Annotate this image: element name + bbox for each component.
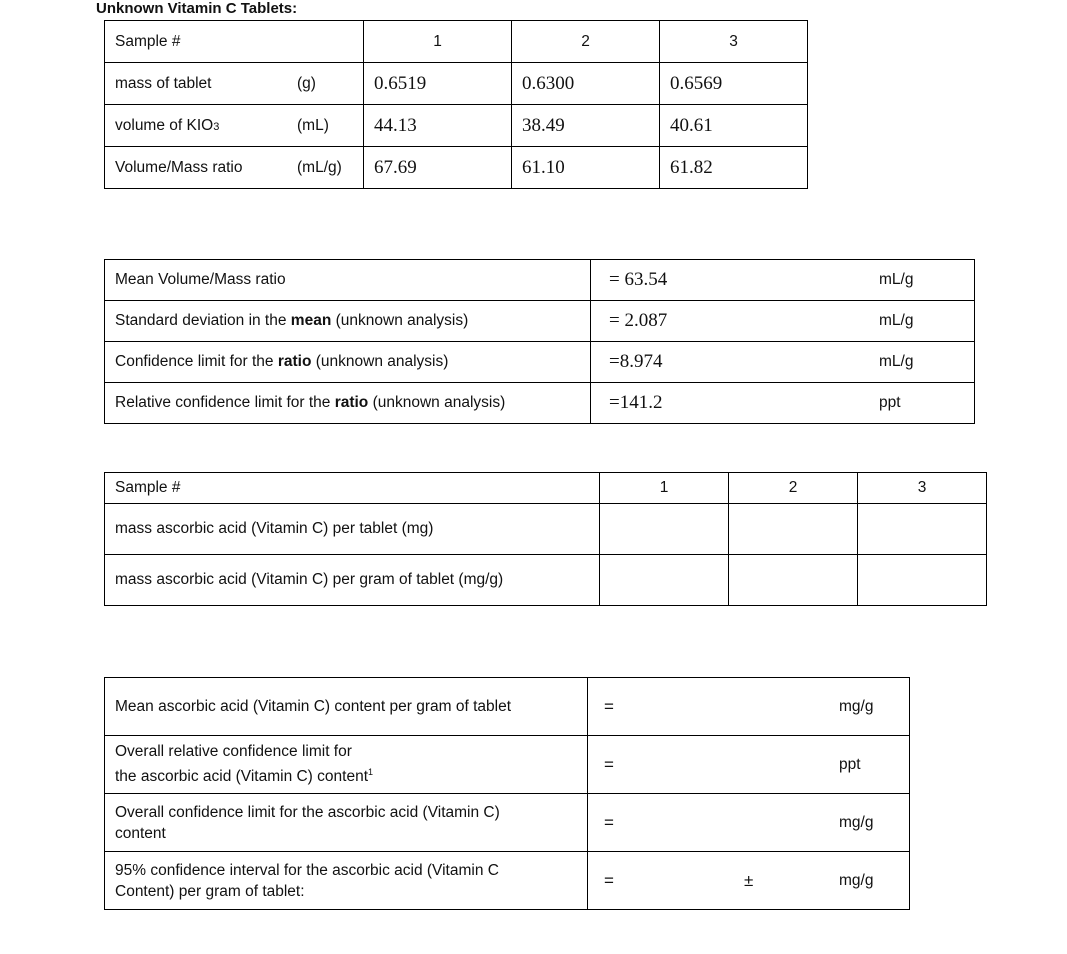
table-row: [105, 342, 975, 383]
label-text: Relative confidence limit for the: [115, 394, 335, 411]
header-label: Sample #: [105, 473, 600, 504]
row-unit: mL/g: [879, 301, 975, 342]
plus-minus: [744, 794, 839, 852]
row-label-pre: volume of KIO: [115, 116, 214, 134]
table-row: [105, 105, 808, 147]
row-label: [105, 105, 364, 147]
table-row: [105, 504, 987, 555]
table-row: [105, 794, 910, 852]
row-label: [105, 342, 591, 383]
label-text: (unknown analysis): [368, 394, 506, 411]
row-label-text: mass of tablet: [115, 74, 212, 92]
equals-sign: =: [588, 794, 745, 852]
label-line-1: Mean ascorbic acid (Vitamin C) content per gram of tablet: [115, 698, 512, 715]
equals-sign: =: [588, 678, 745, 736]
cell-value: 44.13: [364, 105, 512, 147]
label-line-1: 95% confidence interval for the ascorbic acid (Vitamin C: [115, 861, 499, 879]
cell-value: 38.49: [512, 105, 660, 147]
label-line-2-wrap: [115, 762, 587, 787]
ratio-statistics-table: [104, 259, 975, 424]
row-value: =8.974: [591, 342, 880, 383]
row-label: [105, 63, 364, 105]
label-line-2: the ascorbic acid (Vitamin C) content: [115, 768, 368, 786]
header-col-1: 1: [364, 21, 512, 63]
label-line-2: Content) per gram of tablet:: [115, 882, 305, 900]
empty-cell: [729, 555, 858, 606]
empty-cell: [600, 504, 729, 555]
row-unit: (mL): [297, 116, 329, 134]
table-row: [105, 260, 975, 301]
cell-value: 40.61: [660, 105, 808, 147]
header-col-2: 2: [512, 21, 660, 63]
table-row: [105, 678, 910, 736]
row-label: [105, 678, 588, 736]
label-text: Mean Volume/Mass ratio: [115, 271, 286, 288]
row-unit: (mL/g): [297, 158, 342, 176]
label-bold: ratio: [334, 394, 369, 411]
row-value: = 63.54: [591, 260, 880, 301]
table-header-row: [105, 473, 987, 504]
header-col-1: 1: [600, 473, 729, 504]
header-col-2: 2: [729, 473, 858, 504]
cell-value: 0.6519: [364, 63, 512, 105]
header-col-3: 3: [660, 21, 808, 63]
row-label: mass ascorbic acid (Vitamin C) per tablet (mg): [105, 504, 600, 555]
table-row: [105, 852, 910, 910]
label-text: (unknown analysis): [311, 353, 449, 370]
plus-minus: [744, 678, 839, 736]
empty-cell: [858, 504, 987, 555]
table-row: [105, 555, 987, 606]
table-row: [105, 383, 975, 424]
header-col-3: 3: [858, 473, 987, 504]
empty-cell: [729, 504, 858, 555]
label-text: Standard deviation in the: [115, 312, 291, 329]
row-unit: (g): [297, 74, 316, 92]
ascorbic-acid-sample-table: [104, 472, 987, 606]
vitamin-c-content-summary-table: [104, 677, 910, 910]
row-label-sub: 3: [213, 120, 220, 133]
footnote-marker: 1: [368, 767, 374, 778]
row-label: [105, 794, 588, 852]
cell-value: 0.6569: [660, 63, 808, 105]
table-row: [105, 301, 975, 342]
equals-sign: =: [588, 852, 745, 910]
row-label: [105, 736, 588, 794]
row-unit: mg/g: [839, 794, 910, 852]
row-label-text: Volume/Mass ratio: [115, 158, 243, 176]
label-text: (unknown analysis): [331, 312, 469, 329]
label-bold: ratio: [277, 353, 312, 370]
row-label: [105, 301, 591, 342]
label-text: Confidence limit for the: [115, 353, 278, 370]
row-label-text: [115, 117, 297, 135]
header-label: Sample #: [105, 21, 364, 63]
row-unit: ppt: [879, 383, 975, 424]
page-title: Unknown Vitamin C Tablets:: [96, 0, 298, 17]
row-value: = 2.087: [591, 301, 880, 342]
equals-sign: =: [588, 736, 745, 794]
plus-minus: ±: [744, 852, 839, 910]
cell-value: 67.69: [364, 147, 512, 189]
table-row: [105, 63, 808, 105]
row-label: [105, 852, 588, 910]
plus-minus: [744, 736, 839, 794]
row-unit: mg/g: [839, 678, 910, 736]
cell-value: 0.6300: [512, 63, 660, 105]
table-header-row: [105, 21, 808, 63]
label-line-1: Overall confidence limit for the ascorbic acid (Vitamin C): [115, 803, 500, 821]
table-row: [105, 736, 910, 794]
row-label: [105, 260, 591, 301]
row-unit: mg/g: [839, 852, 910, 910]
row-label: [105, 383, 591, 424]
empty-cell: [858, 555, 987, 606]
row-unit: mL/g: [879, 342, 975, 383]
table-row: [105, 147, 808, 189]
cell-value: 61.10: [512, 147, 660, 189]
label-line-2: content: [115, 824, 166, 842]
tablet-data-table: [104, 20, 808, 189]
row-label: [105, 147, 364, 189]
row-label: mass ascorbic acid (Vitamin C) per gram of tablet (mg/g): [105, 555, 600, 606]
label-line-1: Overall relative confidence limit for: [115, 743, 352, 761]
empty-cell: [600, 555, 729, 606]
cell-value: 61.82: [660, 147, 808, 189]
label-bold: mean: [290, 312, 332, 329]
row-unit: ppt: [839, 736, 910, 794]
row-unit: mL/g: [879, 260, 975, 301]
row-value: =141.2: [591, 383, 880, 424]
